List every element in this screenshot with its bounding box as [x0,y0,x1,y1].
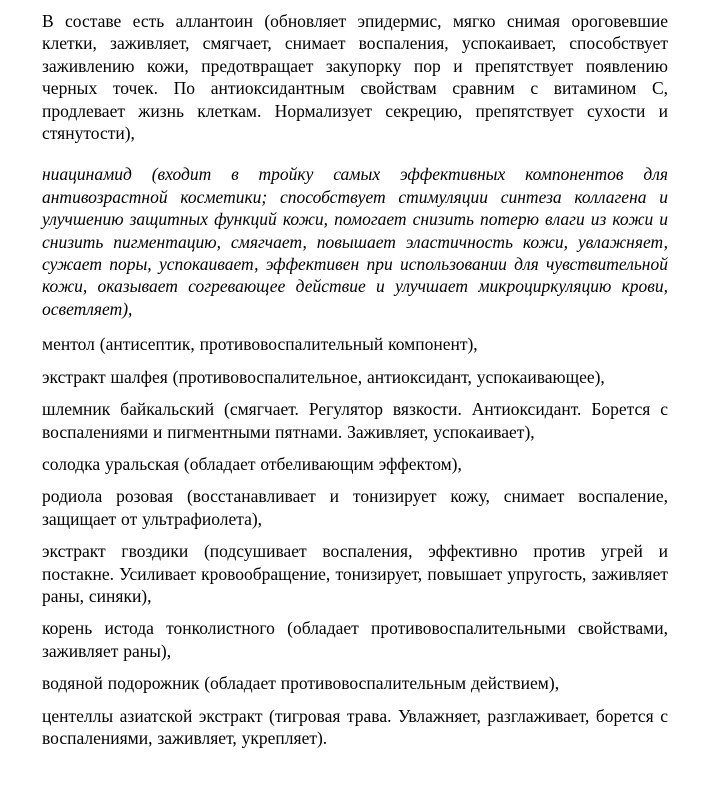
paragraph-water-plantain: водяной подорожник (обладает противовоспалительным действием), [42,673,560,694]
paragraph-niacinamide: ниацинамид (входит в тройку самых эффективных компонентов для антивозрастной косметики; способствует стимуляции синтеза коллагена и улучшению защитных функций кожи, помогает снизить потерю влаги из кожи и снизить пигментацию, смягчает, повышает эластичность кожи, увлажняет, сужает поры, успокаивает, эффективен при использовании для чувствительной кожи, оказывает согревающее действие и улучшает микроциркуляцию крови, осветляет), [42,164,668,319]
paragraph-polygala-root: корень истода тонколистного (обладает противовоспалительными свойствами, заживляет раны), [42,618,668,661]
paragraph-sage-extract: экстракт шалфея (противовоспалительное, антиоксидант, успокаивающее), [42,366,605,387]
paragraph-allantoin: В составе есть аллантоин (обновляет эпидермис, мягко снимая ороговевшие клетки, заживляет, смягчает, снимает воспаления, успокаивает, способствует заживлению кожи, предотвращает закупорку пор и препятствует появлению черных точек. По антиоксидантным свойствам сравним с витамином С, продлевает жизнь клеткам. Нормализует секрецию, препятствует сухости и стянутости), [42,11,668,144]
paragraph-ural-licorice: солодка уральская (обладает отбеливающим эффектом), [42,453,462,474]
paragraph-menthol: ментол (антисептик, противовоспалительный компонент), [42,334,478,355]
paragraph-baikal-skullcap: шлемник байкальский (смягчает. Регулятор вязкости. Антиоксидант. Борется с воспалениями и пигментными пятнами. Заживляет, успокаивает), [42,399,668,442]
paragraph-centella-extract: центеллы азиатской экстракт (тигровая трава. Увлажняет, разглаживает, борется с воспалениями, заживляет, укрепляет). [42,705,668,748]
paragraph-rhodiola-rosea: родиола розовая (восстанавливает и тонизирует кожу, снимает воспаление, защищает от ультрафиолета), [42,486,668,529]
paragraph-clove-extract: экстракт гвоздики (подсушивает воспаления, эффективно против угрей и постакне. Усиливает кровообращение, тонизирует, повышает упругость, заживляет раны, синяки), [42,541,668,606]
